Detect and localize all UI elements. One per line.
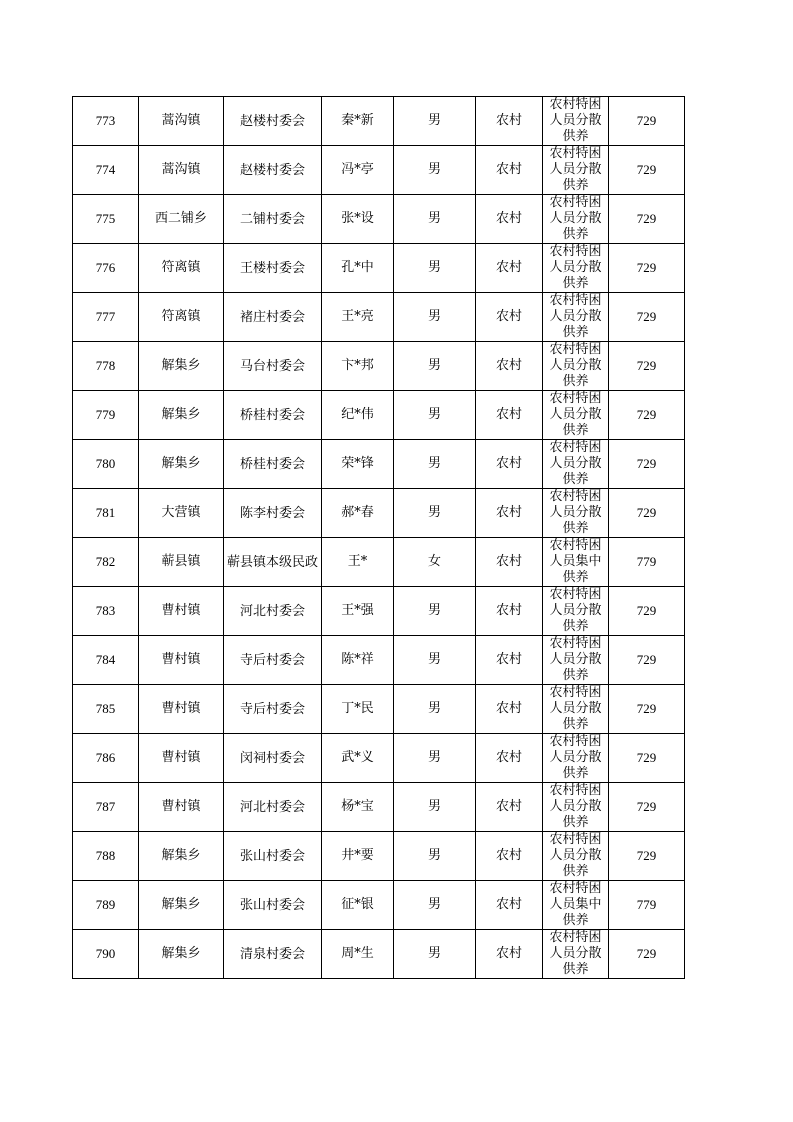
gender-cell: 男	[394, 587, 476, 636]
serial-number-cell: 773	[73, 97, 139, 146]
support-type-text: 农村特困人员分散供养	[549, 97, 602, 144]
amount-cell: 729	[609, 244, 685, 293]
serial-number-cell: 786	[73, 734, 139, 783]
support-type-cell	[543, 97, 609, 146]
amount-cell: 729	[609, 195, 685, 244]
gender-cell: 男	[394, 734, 476, 783]
support-type-cell	[543, 685, 609, 734]
recipient-name-cell: 卞*邦	[322, 342, 394, 391]
recipient-name-cell: 郝*春	[322, 489, 394, 538]
amount-cell: 729	[609, 97, 685, 146]
support-type-cell	[543, 636, 609, 685]
village-committee-cell: 清泉村委会	[224, 930, 322, 979]
village-committee-cell: 寺后村委会	[224, 685, 322, 734]
table-body	[73, 97, 685, 979]
gender-cell: 男	[394, 195, 476, 244]
town-cell: 符离镇	[139, 293, 224, 342]
village-committee-cell: 王楼村委会	[224, 244, 322, 293]
support-type-cell	[543, 293, 609, 342]
support-type-text: 农村特困人员分散供养	[549, 293, 602, 340]
amount-cell: 729	[609, 734, 685, 783]
support-type-text: 农村特困人员分散供养	[549, 342, 602, 389]
table-row	[73, 636, 685, 685]
support-type-text: 农村特困人员分散供养	[549, 244, 602, 291]
village-committee-cell: 褚庄村委会	[224, 293, 322, 342]
amount-cell: 729	[609, 146, 685, 195]
table-row	[73, 538, 685, 587]
support-type-text: 农村特困人员分散供养	[549, 489, 602, 536]
support-type-text: 农村特困人员分散供养	[549, 195, 602, 242]
support-type-text: 农村特困人员集中供养	[549, 881, 602, 928]
area-type-cell: 农村	[476, 244, 543, 293]
town-cell: 符离镇	[139, 244, 224, 293]
amount-cell: 779	[609, 881, 685, 930]
village-committee-cell: 寺后村委会	[224, 636, 322, 685]
support-type-cell	[543, 538, 609, 587]
recipient-name-cell: 王*	[322, 538, 394, 587]
village-committee-cell: 闵祠村委会	[224, 734, 322, 783]
serial-number-cell: 781	[73, 489, 139, 538]
town-cell: 大营镇	[139, 489, 224, 538]
table-row	[73, 97, 685, 146]
village-committee-cell: 河北村委会	[224, 783, 322, 832]
village-committee-cell: 马台村委会	[224, 342, 322, 391]
village-committee-cell: 二铺村委会	[224, 195, 322, 244]
town-cell: 解集乡	[139, 832, 224, 881]
town-cell: 蒿沟镇	[139, 146, 224, 195]
town-cell: 解集乡	[139, 440, 224, 489]
table-row	[73, 146, 685, 195]
support-type-cell	[543, 342, 609, 391]
gender-cell: 男	[394, 293, 476, 342]
recipient-name-cell: 井*要	[322, 832, 394, 881]
serial-number-cell: 782	[73, 538, 139, 587]
gender-cell: 男	[394, 146, 476, 195]
recipient-name-cell: 周*生	[322, 930, 394, 979]
area-type-cell: 农村	[476, 832, 543, 881]
support-type-text: 农村特困人员分散供养	[549, 685, 602, 732]
village-committee-cell: 赵楼村委会	[224, 146, 322, 195]
support-type-cell	[543, 146, 609, 195]
support-type-text: 农村特困人员分散供养	[549, 440, 602, 487]
support-type-cell	[543, 783, 609, 832]
area-type-cell: 农村	[476, 930, 543, 979]
support-type-text: 农村特困人员分散供养	[549, 636, 602, 683]
table-row	[73, 881, 685, 930]
village-committee-cell: 桥桂村委会	[224, 391, 322, 440]
amount-cell: 729	[609, 293, 685, 342]
serial-number-cell: 787	[73, 783, 139, 832]
gender-cell: 男	[394, 636, 476, 685]
recipient-name-cell: 王*强	[322, 587, 394, 636]
amount-cell: 779	[609, 538, 685, 587]
area-type-cell: 农村	[476, 881, 543, 930]
recipient-name-cell: 陈*祥	[322, 636, 394, 685]
gender-cell: 男	[394, 440, 476, 489]
area-type-cell: 农村	[476, 489, 543, 538]
area-type-cell: 农村	[476, 685, 543, 734]
town-cell: 曹村镇	[139, 783, 224, 832]
gender-cell: 男	[394, 930, 476, 979]
amount-cell: 729	[609, 440, 685, 489]
support-type-cell	[543, 244, 609, 293]
support-type-cell	[543, 734, 609, 783]
gender-cell: 男	[394, 783, 476, 832]
area-type-cell: 农村	[476, 587, 543, 636]
recipient-name-cell: 杨*宝	[322, 783, 394, 832]
amount-cell: 729	[609, 587, 685, 636]
support-type-text: 农村特困人员分散供养	[549, 783, 602, 830]
recipient-name-cell: 征*银	[322, 881, 394, 930]
serial-number-cell: 777	[73, 293, 139, 342]
serial-number-cell: 789	[73, 881, 139, 930]
support-type-cell	[543, 832, 609, 881]
amount-cell: 729	[609, 489, 685, 538]
amount-cell: 729	[609, 342, 685, 391]
serial-number-cell: 779	[73, 391, 139, 440]
area-type-cell: 农村	[476, 734, 543, 783]
amount-cell: 729	[609, 930, 685, 979]
support-type-text: 农村特困人员分散供养	[549, 146, 602, 193]
town-cell: 曹村镇	[139, 587, 224, 636]
town-cell: 曹村镇	[139, 636, 224, 685]
support-type-text: 农村特困人员分散供养	[549, 587, 602, 634]
gender-cell: 女	[394, 538, 476, 587]
support-type-text: 农村特困人员分散供养	[549, 930, 602, 977]
gender-cell: 男	[394, 244, 476, 293]
serial-number-cell: 788	[73, 832, 139, 881]
support-type-cell	[543, 391, 609, 440]
serial-number-cell: 784	[73, 636, 139, 685]
recipient-name-cell: 武*义	[322, 734, 394, 783]
amount-cell: 729	[609, 685, 685, 734]
support-type-cell	[543, 930, 609, 979]
village-committee-cell: 蕲县镇本级民政	[224, 538, 322, 587]
area-type-cell: 农村	[476, 293, 543, 342]
table-row	[73, 587, 685, 636]
town-cell: 解集乡	[139, 342, 224, 391]
table-row	[73, 734, 685, 783]
recipient-name-cell: 孔*中	[322, 244, 394, 293]
support-type-cell	[543, 881, 609, 930]
table-row	[73, 195, 685, 244]
gender-cell: 男	[394, 832, 476, 881]
village-committee-cell: 陈李村委会	[224, 489, 322, 538]
area-type-cell: 农村	[476, 97, 543, 146]
serial-number-cell: 790	[73, 930, 139, 979]
table-row	[73, 489, 685, 538]
village-committee-cell: 赵楼村委会	[224, 97, 322, 146]
area-type-cell: 农村	[476, 440, 543, 489]
amount-cell: 729	[609, 783, 685, 832]
support-type-cell	[543, 440, 609, 489]
table-row	[73, 832, 685, 881]
serial-number-cell: 785	[73, 685, 139, 734]
serial-number-cell: 780	[73, 440, 139, 489]
recipient-name-cell: 王*亮	[322, 293, 394, 342]
table-row	[73, 685, 685, 734]
town-cell: 解集乡	[139, 930, 224, 979]
serial-number-cell: 776	[73, 244, 139, 293]
gender-cell: 男	[394, 342, 476, 391]
town-cell: 曹村镇	[139, 685, 224, 734]
serial-number-cell: 775	[73, 195, 139, 244]
village-committee-cell: 张山村委会	[224, 881, 322, 930]
support-type-text: 农村特困人员分散供养	[549, 832, 602, 879]
recipient-name-cell: 秦*新	[322, 97, 394, 146]
amount-cell: 729	[609, 391, 685, 440]
town-cell: 蕲县镇	[139, 538, 224, 587]
support-type-cell	[543, 587, 609, 636]
area-type-cell: 农村	[476, 636, 543, 685]
table-row	[73, 244, 685, 293]
area-type-cell: 农村	[476, 342, 543, 391]
serial-number-cell: 778	[73, 342, 139, 391]
area-type-cell: 农村	[476, 195, 543, 244]
village-committee-cell: 桥桂村委会	[224, 440, 322, 489]
support-type-cell	[543, 195, 609, 244]
amount-cell: 729	[609, 832, 685, 881]
town-cell: 解集乡	[139, 881, 224, 930]
table-row	[73, 440, 685, 489]
town-cell: 解集乡	[139, 391, 224, 440]
area-type-cell: 农村	[476, 538, 543, 587]
area-type-cell: 农村	[476, 391, 543, 440]
table-row	[73, 342, 685, 391]
relief-recipient-table	[72, 96, 685, 979]
recipient-name-cell: 纪*伟	[322, 391, 394, 440]
gender-cell: 男	[394, 489, 476, 538]
area-type-cell: 农村	[476, 146, 543, 195]
table-row	[73, 391, 685, 440]
village-committee-cell: 张山村委会	[224, 832, 322, 881]
village-committee-cell: 河北村委会	[224, 587, 322, 636]
recipient-name-cell: 张*设	[322, 195, 394, 244]
town-cell: 蒿沟镇	[139, 97, 224, 146]
gender-cell: 男	[394, 391, 476, 440]
recipient-name-cell: 丁*民	[322, 685, 394, 734]
gender-cell: 男	[394, 97, 476, 146]
area-type-cell: 农村	[476, 783, 543, 832]
table-row	[73, 930, 685, 979]
support-type-text: 农村特困人员集中供养	[549, 538, 602, 585]
gender-cell: 男	[394, 881, 476, 930]
serial-number-cell: 774	[73, 146, 139, 195]
town-cell: 曹村镇	[139, 734, 224, 783]
table-row	[73, 293, 685, 342]
gender-cell: 男	[394, 685, 476, 734]
support-type-text: 农村特困人员分散供养	[549, 734, 602, 781]
serial-number-cell: 783	[73, 587, 139, 636]
recipient-name-cell: 荣*锋	[322, 440, 394, 489]
table-row	[73, 783, 685, 832]
support-type-cell	[543, 489, 609, 538]
amount-cell: 729	[609, 636, 685, 685]
town-cell: 西二铺乡	[139, 195, 224, 244]
support-type-text: 农村特困人员分散供养	[549, 391, 602, 438]
recipient-name-cell: 冯*亭	[322, 146, 394, 195]
